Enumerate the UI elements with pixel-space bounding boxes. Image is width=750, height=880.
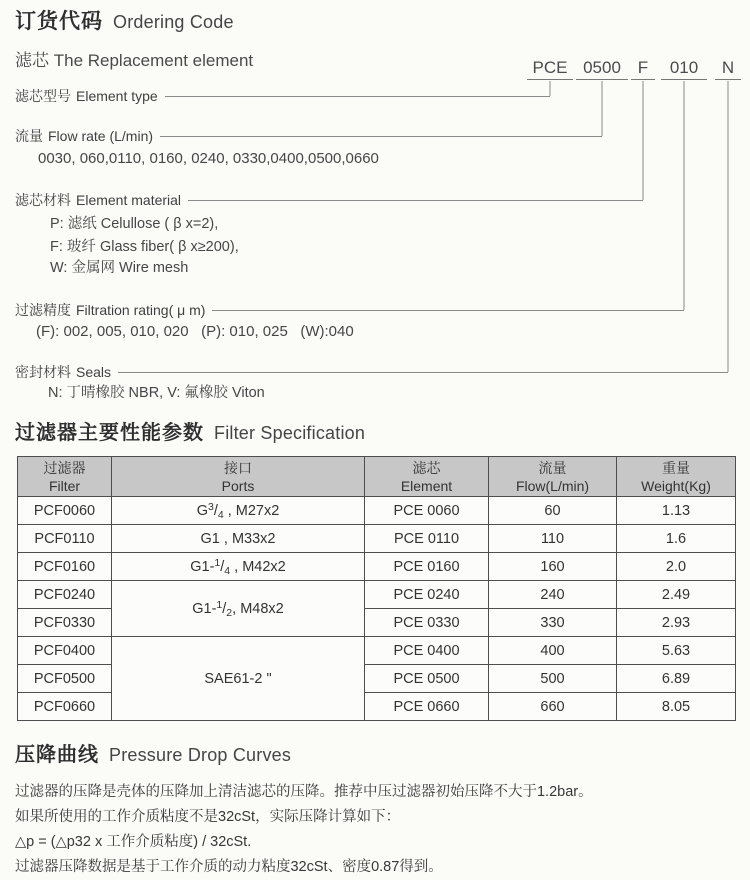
ordering-code-heading <box>15 5 234 35</box>
label-seals <box>15 362 728 382</box>
cell-flow: 60 <box>489 497 617 525</box>
ordering-code-heading-zh: 订货代码 <box>15 10 103 33</box>
pressure-note-3: 过滤器压降数据是基于工作介质的动力粘度32cSt、密度0.87得到。 <box>15 859 443 875</box>
cell-weight: 2.49 <box>617 581 736 609</box>
label-element-type <box>15 86 550 106</box>
cell-flow: 660 <box>489 693 617 721</box>
leader-line-filtration-rating <box>212 310 684 311</box>
cell-element: PCE 0400 <box>365 637 489 665</box>
cell-flow: 400 <box>489 637 617 665</box>
pressure-formula: △p = (△p32 x 工作介质粘度) / 32cSt. <box>15 834 252 850</box>
flow-rate-values: 0030, 060,0110, 0160, 0240, 0330,0400,0500,0660 <box>38 150 379 167</box>
seals-options: N: 丁晴橡胶 NBR, V: 氟橡胶 Viton <box>48 385 265 401</box>
cell-element: PCE 0160 <box>365 553 489 581</box>
material-option-wire-mesh: W: 金属网 Wire mesh <box>50 260 189 276</box>
material-option-cellulose: P: 滤纸 Celullose ( β x=2), <box>50 216 219 232</box>
replacement-element-subheading <box>15 46 253 71</box>
label-element-material-en: Element material <box>76 192 182 208</box>
cell-flow: 160 <box>489 553 617 581</box>
label-element-type-en: Element type <box>76 88 158 104</box>
cell-flow: 240 <box>489 581 617 609</box>
cell-element: PCE 0500 <box>365 665 489 693</box>
code-part-model: PCE <box>527 57 573 80</box>
col-header-flow: 流量 Flow(L/min) <box>489 457 617 497</box>
leader-line-flow-rate <box>160 136 602 137</box>
code-part-material: F <box>631 57 655 80</box>
label-filtration-rating-zh: 过滤精度 <box>15 302 71 318</box>
cell-weight: 1.13 <box>617 497 736 525</box>
cell-weight: 8.05 <box>617 693 736 721</box>
col-header-ports: 接口 Ports <box>112 457 365 497</box>
leader-line-seals <box>118 372 728 373</box>
cell-flow: 500 <box>489 665 617 693</box>
cell-ports: $G^3/_4$ , M27x2 <box>112 497 365 525</box>
cell-element: PCE 0240 <box>365 581 489 609</box>
cell-ports-merged-sae: SAE61-2 " <box>112 637 365 721</box>
table-row <box>18 553 736 581</box>
cell-element: PCE 0060 <box>365 497 489 525</box>
cell-weight: 6.89 <box>617 665 736 693</box>
label-flow-rate-en: Flow rate (L/min) <box>48 128 154 144</box>
cell-ports-merged-g48: $G1-^1/_2$, M48x2 <box>112 581 365 637</box>
replacement-element-subheading-zh: 滤芯 <box>15 51 49 70</box>
label-flow-rate-zh: 流量 <box>15 128 43 144</box>
label-element-material <box>15 190 643 210</box>
cell-weight: 2.93 <box>617 609 736 637</box>
pressure-note-2: 如果所使用的工作介质粘度不是32cSt，实际压降计算如下： <box>15 809 401 825</box>
cell-weight: 5.63 <box>617 637 736 665</box>
cell-filter: PCF0660 <box>18 693 112 721</box>
filter-specification-heading-zh: 过滤器主要性能参数 <box>15 422 204 444</box>
cell-filter: PCF0060 <box>18 497 112 525</box>
cell-flow: 110 <box>489 525 617 553</box>
label-element-material-zh: 滤芯材料 <box>15 192 71 208</box>
cell-weight: 1.6 <box>617 525 736 553</box>
leader-line-element-type <box>165 96 550 97</box>
ordering-code-heading-en: Ordering Code <box>113 12 234 32</box>
material-option-glass-fiber: F: 玻纤 Glass fiber( β x≥200), <box>50 239 239 255</box>
section-ordering-code <box>0 0 750 410</box>
cell-filter: PCF0110 <box>18 525 112 553</box>
label-filtration-rating <box>15 300 684 320</box>
label-filtration-rating-en: Filtration rating( μ m) <box>76 302 206 318</box>
pressure-drop-heading <box>15 738 750 767</box>
cell-ports: G1 , M33x2 <box>112 525 365 553</box>
cell-flow: 330 <box>489 609 617 637</box>
replacement-element-subheading-en: The Replacement element <box>53 51 254 70</box>
table-row <box>18 525 736 553</box>
cell-filter: PCF0240 <box>18 581 112 609</box>
cell-element: PCE 0110 <box>365 525 489 553</box>
col-header-weight: 重量 Weight(Kg) <box>617 457 736 497</box>
specification-table <box>17 456 736 721</box>
pressure-drop-paragraphs <box>15 780 750 880</box>
label-flow-rate <box>15 126 602 146</box>
cell-filter: PCF0400 <box>18 637 112 665</box>
leader-line-element-material <box>188 200 643 201</box>
cell-ports: $G1-^1/_4$ , M42x2 <box>112 553 365 581</box>
pressure-note-1: 过滤器的压降是壳体的压降加上清洁滤芯的压降。推荐中压过滤器初始压降不大于1.2bar。 <box>15 784 593 800</box>
table-row <box>18 497 736 525</box>
cell-filter: PCF0330 <box>18 609 112 637</box>
cell-element: PCE 0330 <box>365 609 489 637</box>
cell-filter: PCF0500 <box>18 665 112 693</box>
label-seals-en: Seals <box>76 364 112 380</box>
label-seals-zh: 密封材料 <box>15 364 71 380</box>
cell-weight: 2.0 <box>617 553 736 581</box>
code-part-flow: 0500 <box>576 57 628 80</box>
col-header-filter: 过滤器 Filter <box>18 457 112 497</box>
label-element-type-zh: 滤芯型号 <box>15 88 71 104</box>
col-header-element: 滤芯 Element <box>365 457 489 497</box>
filter-specification-heading <box>15 416 750 445</box>
table-row <box>18 637 736 665</box>
pressure-drop-heading-en: Pressure Drop Curves <box>109 745 292 765</box>
cell-filter: PCF0160 <box>18 553 112 581</box>
filtration-rating-values: (F): 002, 005, 010, 020 (P): 010, 025 (W):040 <box>36 323 354 340</box>
cell-element: PCE 0660 <box>365 693 489 721</box>
section-filter-specification <box>0 416 750 721</box>
table-row <box>18 581 736 609</box>
table-header-row <box>18 457 736 497</box>
code-part-rating: 010 <box>661 57 707 80</box>
filter-specification-heading-en: Filter Specification <box>214 423 366 443</box>
section-pressure-drop <box>0 738 750 880</box>
code-part-seal: N <box>715 57 741 80</box>
pressure-drop-heading-zh: 压降曲线 <box>15 744 99 766</box>
